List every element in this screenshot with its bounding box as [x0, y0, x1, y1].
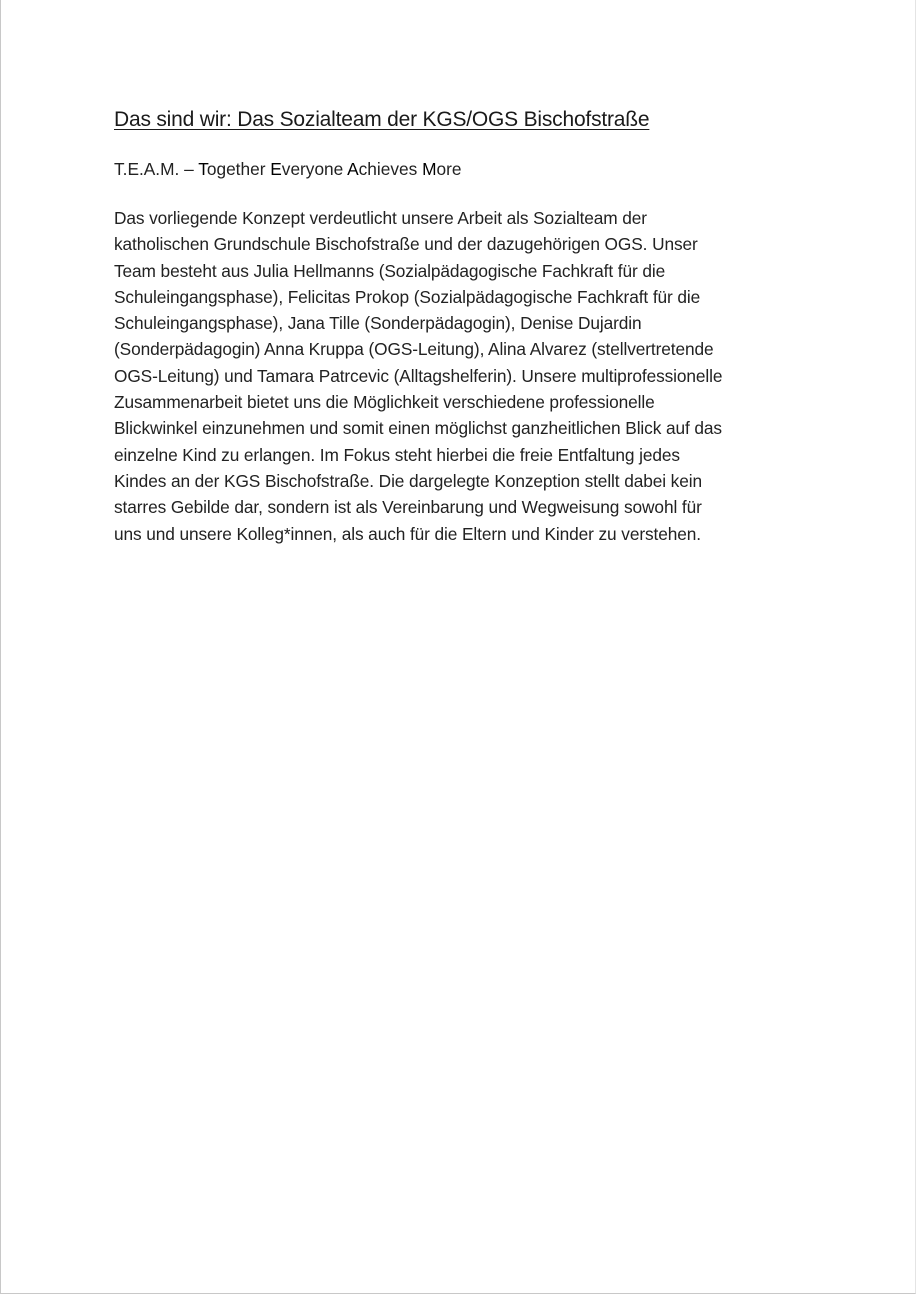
tagline-word-more: ore: [436, 159, 462, 179]
tagline-word-everyone: veryone: [281, 159, 348, 179]
tagline: [114, 155, 816, 183]
tagline-initial-a: A: [347, 159, 359, 179]
paragraph-line: starres Gebilde dar, sondern ist als Vereinbarung und Wegweisung sowohl für: [114, 497, 702, 518]
page-content: [114, 104, 816, 547]
paragraph-line: Schuleingangsphase), Jana Tille (Sonderpädagogin), Denise Dujardin: [114, 313, 642, 334]
tagline-initial-e: E: [270, 159, 282, 179]
paragraph-line: einzelne Kind zu erlangen. Im Fokus steht hierbei die freie Entfaltung jedes: [114, 444, 680, 465]
paragraph-line: (Sonderpädagogin) Anna Kruppa (OGS-Leitung), Alina Alvarez (stellvertretende: [114, 339, 714, 360]
paragraph-line: Schuleingangsphase), Felicitas Prokop (Sozialpädagogische Fachkraft für die: [114, 286, 701, 307]
tagline-word-achieves: chieves: [358, 159, 423, 179]
tagline-word-together: ogether: [206, 159, 271, 179]
intro-paragraph: [114, 205, 816, 547]
tagline-initial-t: T: [198, 159, 207, 179]
paragraph-line: uns und unsere Kolleg*innen, als auch für die Eltern und Kinder zu verstehen.: [114, 523, 701, 544]
paragraph-line: OGS-Leitung) und Tamara Patrcevic (Alltagshelferin). Unsere multiprofessionelle: [114, 365, 723, 386]
paragraph-line: Das vorliegende Konzept verdeutlicht unsere Arbeit als Sozialteam der: [114, 208, 647, 228]
paragraph-line: katholischen Grundschule Bischofstraße und der dazugehörigen OGS. Unser: [114, 234, 698, 255]
page-title: Das sind wir: Das Sozialteam der KGS/OGS Bischofstraße: [114, 108, 650, 131]
paragraph-line: Blickwinkel einzunehmen und somit einen möglichst ganzheitlichen Blick auf das: [114, 418, 722, 439]
paragraph-line: Kindes an der KGS Bischofstraße. Die dargelegte Konzeption stellt dabei kein: [114, 470, 702, 491]
tagline-initial-m: M: [422, 159, 437, 179]
tagline-prefix: T.E.A.M. –: [114, 159, 199, 179]
paragraph-line: Team besteht aus Julia Hellmanns (Sozialpädagogische Fachkraft für die: [114, 260, 666, 281]
paragraph-line: Zusammenarbeit bietet uns die Möglichkeit verschiedene professionelle: [114, 392, 655, 413]
